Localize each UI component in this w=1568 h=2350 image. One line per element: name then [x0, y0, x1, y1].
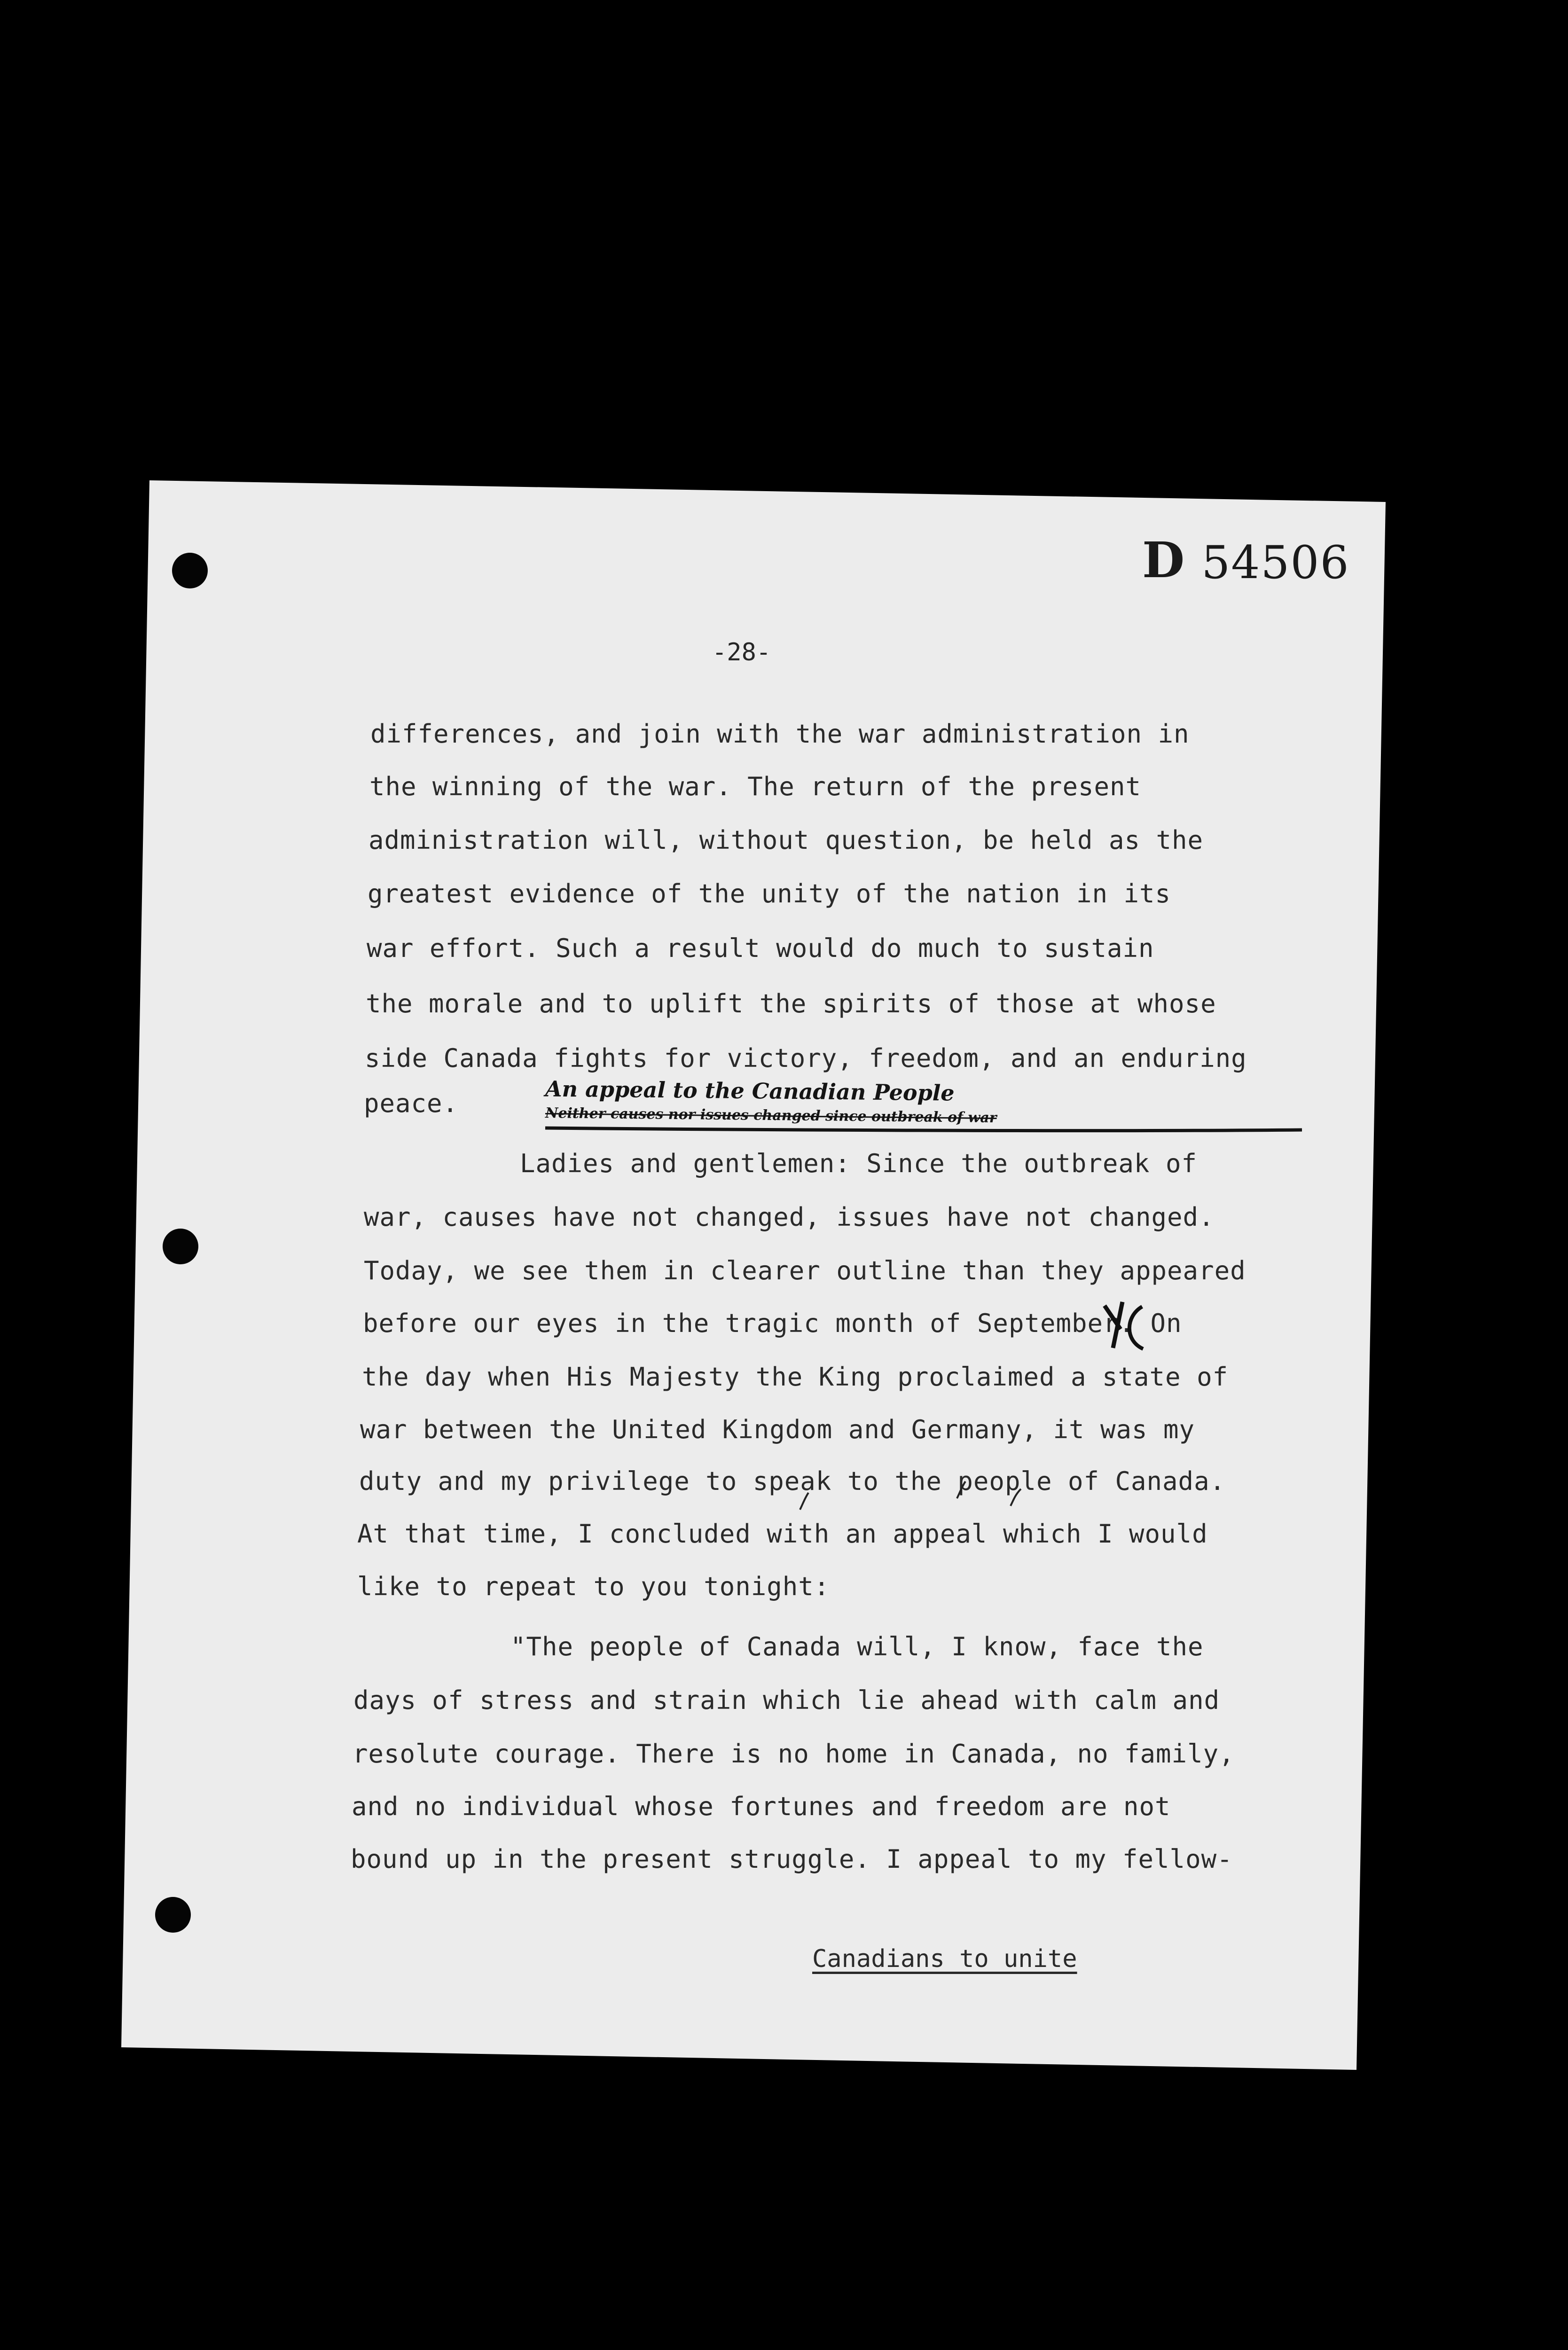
text-line: At that time, I concluded with an appeal which I would	[357, 1519, 1208, 1549]
text-line: the morale and to uplift the spirits of those at whose	[366, 989, 1216, 1018]
text-line: greatest evidence of the unity of the nation in its	[368, 879, 1171, 909]
text-line: like to repeat to you tonight:	[357, 1572, 830, 1601]
text-line: Ladies and gentlemen: Since the outbreak of	[520, 1149, 1197, 1178]
text-line: side Canada fights for victory, freedom, and an enduring	[365, 1043, 1247, 1073]
text-line: the winning of the war. The return of the present	[369, 772, 1142, 801]
handwritten-insert-heading: An appeal to the Canadian People	[545, 1076, 955, 1106]
text-line: war effort. Such a result would do much to sustain	[367, 933, 1154, 963]
text-line: and no individual whose fortunes and freedom are not	[352, 1792, 1171, 1821]
text-line: bound up in the present struggle. I appeal to my fellow-	[351, 1844, 1233, 1874]
text-line: resolute courage. There is no home in Canada, no family,	[353, 1739, 1235, 1769]
text-line: administration will, without question, be held as the	[368, 825, 1204, 855]
archive-stamp-number: 54506	[1201, 536, 1350, 589]
text-line: days of stress and strain which lie ahead with calm and	[353, 1685, 1220, 1715]
handwritten-insert-strikethrough-text: Neither causes nor issues changed since outbreak of war	[545, 1104, 997, 1127]
text-line: war between the United Kingdom and Germany, it was my	[360, 1415, 1195, 1444]
text-line: duty and my privilege to speak to the people of Canada.	[359, 1466, 1226, 1496]
text-line: peace.	[364, 1089, 459, 1118]
text-line: "The people of Canada will, I know, face the	[510, 1632, 1204, 1661]
text-line: Today, we see them in clearer outline than they appeared	[364, 1256, 1246, 1285]
catchword: Canadians to unite	[812, 1945, 1077, 1973]
text-line: war, causes have not changed, issues have not changed.	[364, 1202, 1215, 1232]
page-number: -28-	[712, 638, 771, 666]
text-line: differences, and join with the war administration in	[370, 719, 1190, 749]
archive-stamp-letter: D	[1142, 531, 1185, 589]
text-line: the day when His Majesty the King proclaimed a state of	[362, 1362, 1229, 1392]
text-line: before our eyes in the tragic month of September. On	[363, 1308, 1182, 1338]
